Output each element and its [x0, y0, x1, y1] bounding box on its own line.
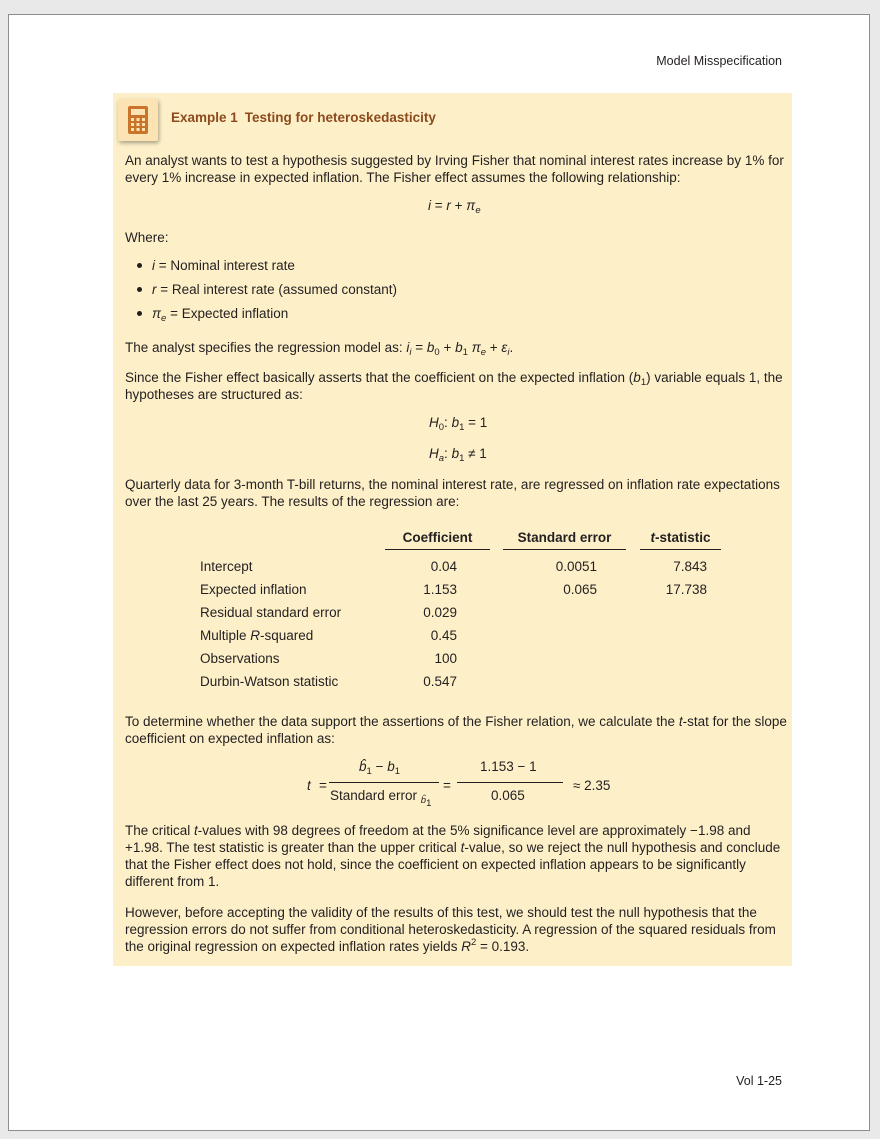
coefficient-cell: 0.029 [423, 605, 457, 620]
however-paragraph: However, before accepting the validity of the results of this test, we should test the null hypothesis that the regression errors do not suffer from conditional heteroskedasticity. A regression of the squared residuals from the original regression on expected inflation rates yields $R^2 = 0.193$. [125, 905, 776, 954]
column-rule [385, 549, 490, 550]
t-symbol: t [307, 778, 311, 793]
tstat-cell: 17.738 [665, 582, 707, 597]
row-label: Intercept [200, 559, 253, 574]
fraction-bar [457, 782, 563, 783]
coefficient-cell: 100 [434, 651, 457, 666]
example-number: Example 1 [171, 110, 238, 125]
row-label: Expected inflation [200, 582, 307, 597]
alternative-hypothesis: $H_a$: $b_1 \ne 1$ [429, 446, 487, 464]
example-title-text: Testing for heteroskedasticity [244, 110, 436, 125]
equals-sign: = [319, 778, 327, 793]
stderr-cell: 0.065 [563, 582, 597, 597]
model-paragraph: The analyst specifies the regression model as: $i_i = b_0 + b_1$ $\pi_e + \varepsilon_i$. [125, 340, 514, 358]
column-header: Standard error [517, 530, 612, 545]
running-head: Model Misspecification [656, 54, 782, 68]
bullet-item: r = Real interest rate (assumed constant) [125, 282, 397, 297]
bullet-item: $\pi_e$ = Expected inflation [125, 306, 288, 321]
where-label: Where: [125, 230, 169, 245]
calculator-icon [118, 99, 158, 141]
coefficient-cell: 0.45 [430, 628, 457, 643]
critical-paragraph: The critical t-values with 98 degrees of freedom at the 5% significance level are approximately −1.98 and +1.98. The test statistic is greater than the upper critical t-value, so we reject the null hypothesis and conclude that the Fisher effect does not hold, since the coefficient on expected inflation appears to be significantly different from 1. [125, 823, 781, 889]
determine-paragraph: To determine whether the data support the assertions of the Fisher relation, we calculate the t-stat for the slope coefficient on expected inflation as: [125, 714, 787, 746]
stderr-cell: 0.0051 [555, 559, 597, 574]
tstat-cell: 7.843 [673, 559, 707, 574]
column-rule [640, 549, 721, 550]
intro-paragraph: An analyst wants to test a hypothesis suggested by Irving Fisher that nominal interest rates increase by 1% for every 1% increase in expected inflation. The Fisher effect assumes the following relationship: [125, 153, 784, 185]
bullet-item: i = Nominal interest rate [125, 258, 295, 273]
fraction-bar [329, 782, 439, 783]
column-header: Coefficient [402, 530, 473, 545]
column-header: t-statistic [650, 530, 711, 545]
coefficient-cell: 0.04 [430, 559, 457, 574]
row-label: Multiple R-squared [200, 628, 314, 643]
fisher-equation: $i = r + \pi_e$ [428, 198, 481, 216]
null-hypothesis: $H_0$: $b_1 = 1$ [429, 415, 488, 433]
formula-numerator: $b̂_1 - b_1$ [359, 759, 401, 777]
row-label: Durbin-Watson statistic [200, 674, 339, 689]
page [8, 14, 870, 1131]
data-paragraph: Quarterly data for 3-month T-bill returns, the nominal interest rate, are regressed on inflation rate expectations over the last 25 years. The results of the regression are: [125, 477, 780, 509]
fisher-paragraph: Since the Fisher effect basically asserts that the coefficient on the expected inflation $(b_1)$ variable equals 1, the hypotheses are structured as: [125, 370, 783, 402]
numeric-numerator: 1.153 − 1 [480, 759, 537, 774]
column-rule [503, 549, 626, 550]
coefficient-cell: 1.153 [423, 582, 457, 597]
coefficient-cell: 0.547 [423, 674, 457, 689]
page-number: Vol 1-25 [736, 1074, 782, 1088]
example-box [113, 93, 792, 966]
example-title [171, 110, 436, 125]
row-label: Observations [200, 651, 280, 666]
row-label: Residual standard error [200, 605, 342, 620]
formula-denominator: Standard error $_{b̂_1}$ [330, 788, 432, 809]
numeric-denominator: 0.065 [491, 788, 525, 803]
approx-result: ≈ 2.35 [573, 778, 611, 793]
equals-sign: = [443, 778, 451, 793]
